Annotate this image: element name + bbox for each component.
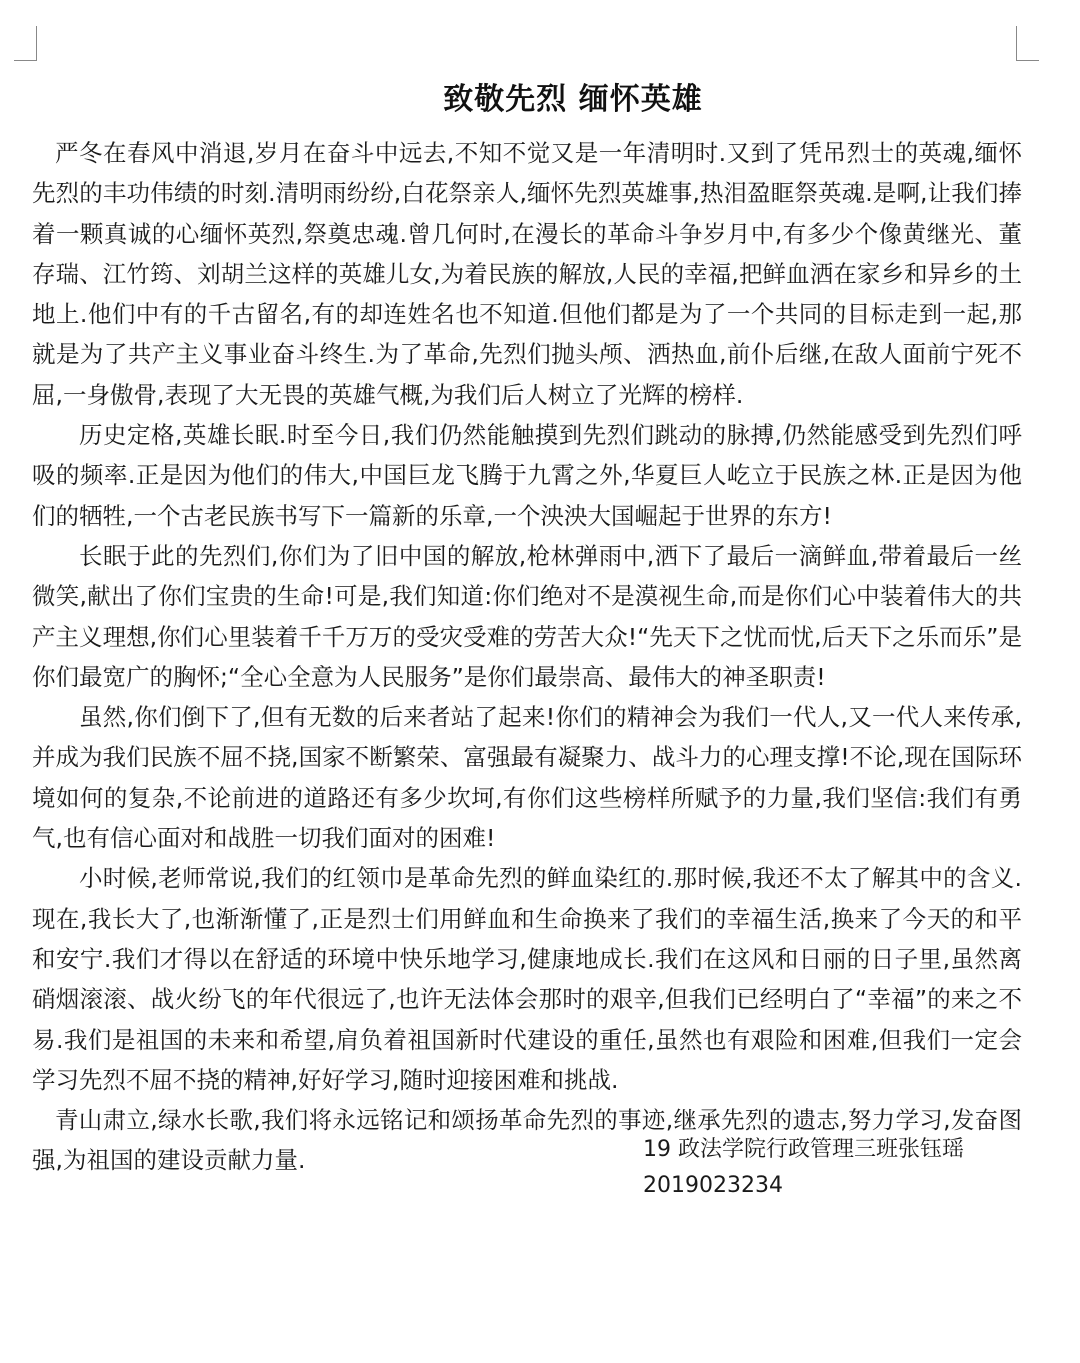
page-corner-mark-top-right <box>1016 26 1039 61</box>
paragraph-2: 历史定格,英雄长眠.时至今日,我们仍然能触摸到先烈们跳动的脉搏,仍然能感受到先烈们呼吸的频率.正是因为他们的伟大,中国巨龙飞腾于九霄之外,华夏巨人屹立于民族之林.正是因为他们的牺牲,一个古老民族书写下一篇新的乐章,一个泱泱大国崛起于世界的东方! <box>32 421 1022 530</box>
paragraph-3: 长眠于此的先烈们,你们为了旧中国的解放,枪林弹雨中,洒下了最后一滴鲜血,带着最后一丝微笑,献出了你们宝贵的生命!可是,我们知道:你们绝对不是漠视生命,而是你们心中装着伟大的共产主义理想,你们心里装着千千万万的受灾受难的劳苦大众!“先天下之忧而忧,后天下之乐而乐”是你们最宽广的胸怀;“全心全意为人民服务”是你们最崇高、最伟大的神圣职责! <box>32 541 1022 691</box>
paragraph-5: 小时候,老师常说,我们的红领巾是革命先烈的鲜血染红的.那时候,我还不太了解其中的含义.现在,我长大了,也渐渐懂了,正是烈士们用鲜血和生命换来了我们的幸福生活,换来了今天的和平和安宁.我们才得以在舒适的环境中快乐地学习,健康地成长.我们在这风和日丽的日子里,虽然离硝烟滚滚、战火纷飞的年代很远了,也许无法体会那时的艰辛,但我们已经明白了“幸福”的来之不易.我们是祖国的未来和希望,肩负着祖国新时代建设的重任,虽然也有艰险和困难,但我们一定会学习先烈不屈不挠的精神,好好学习,随时迎接困难和挑战. <box>32 864 1022 1094</box>
author-line: 19 政法学院行政管理三班张钰瑶 <box>643 1137 964 1162</box>
paragraph-6: 青山肃立,绿水长歌,我们将永远铭记和颂扬革命先烈的事迹,继承先烈的遗志,努力学习,发奋图强,为祖国的建设贡献力量. <box>32 1106 1022 1175</box>
document-title: 致敬先烈 缅怀英雄 <box>443 82 703 117</box>
paragraph-1: 严冬在春风中消退,岁月在奋斗中远去,不知不觉又是一年清明时.又到了凭吊烈士的英魂,缅怀先烈的丰功伟绩的时刻.清明雨纷纷,白花祭亲人,缅怀先烈英雄事,热泪盈眶祭英魂.是啊,让我们捧着一颗真诚的心缅怀英烈,祭奠忠魂.曾几何时,在漫长的革命斗争岁月中,有多少个像黄继光、董存瑞、江竹筠、刘胡兰这样的英雄儿女,为着民族的解放,人民的幸福,把鲜血洒在家乡和异乡的土地上.他们中有的千古留名,有的却连姓名也不知道.但他们都是为了一个共同的目标走到一起,那就是为了共产主义事业奋斗终生.为了革命,先烈们抛头颅、洒热血,前仆后继,在敌人面前宁死不屈,一身傲骨,表现了大无畏的英雄气概,为我们后人树立了光辉的榜样. <box>32 139 1022 409</box>
paragraph-4: 虽然,你们倒下了,但有无数的后来者站了起来!你们的精神会为我们一代人,又一代人来传承,并成为我们民族不屈不挠,国家不断繁荣、富强最有凝聚力、战斗力的心理支撑!不论,现在国际环境如何的复杂,不论前进的道路还有多少坎坷,有你们这些榜样所赋予的力量,我们坚信:我们有勇气,也有信心面对和战胜一切我们面对的困难! <box>32 703 1022 853</box>
signature-block <box>643 1132 964 1204</box>
document-body <box>32 133 1022 1181</box>
student-id: 2019023234 <box>643 1173 783 1198</box>
page-corner-mark-top-left <box>14 26 37 61</box>
